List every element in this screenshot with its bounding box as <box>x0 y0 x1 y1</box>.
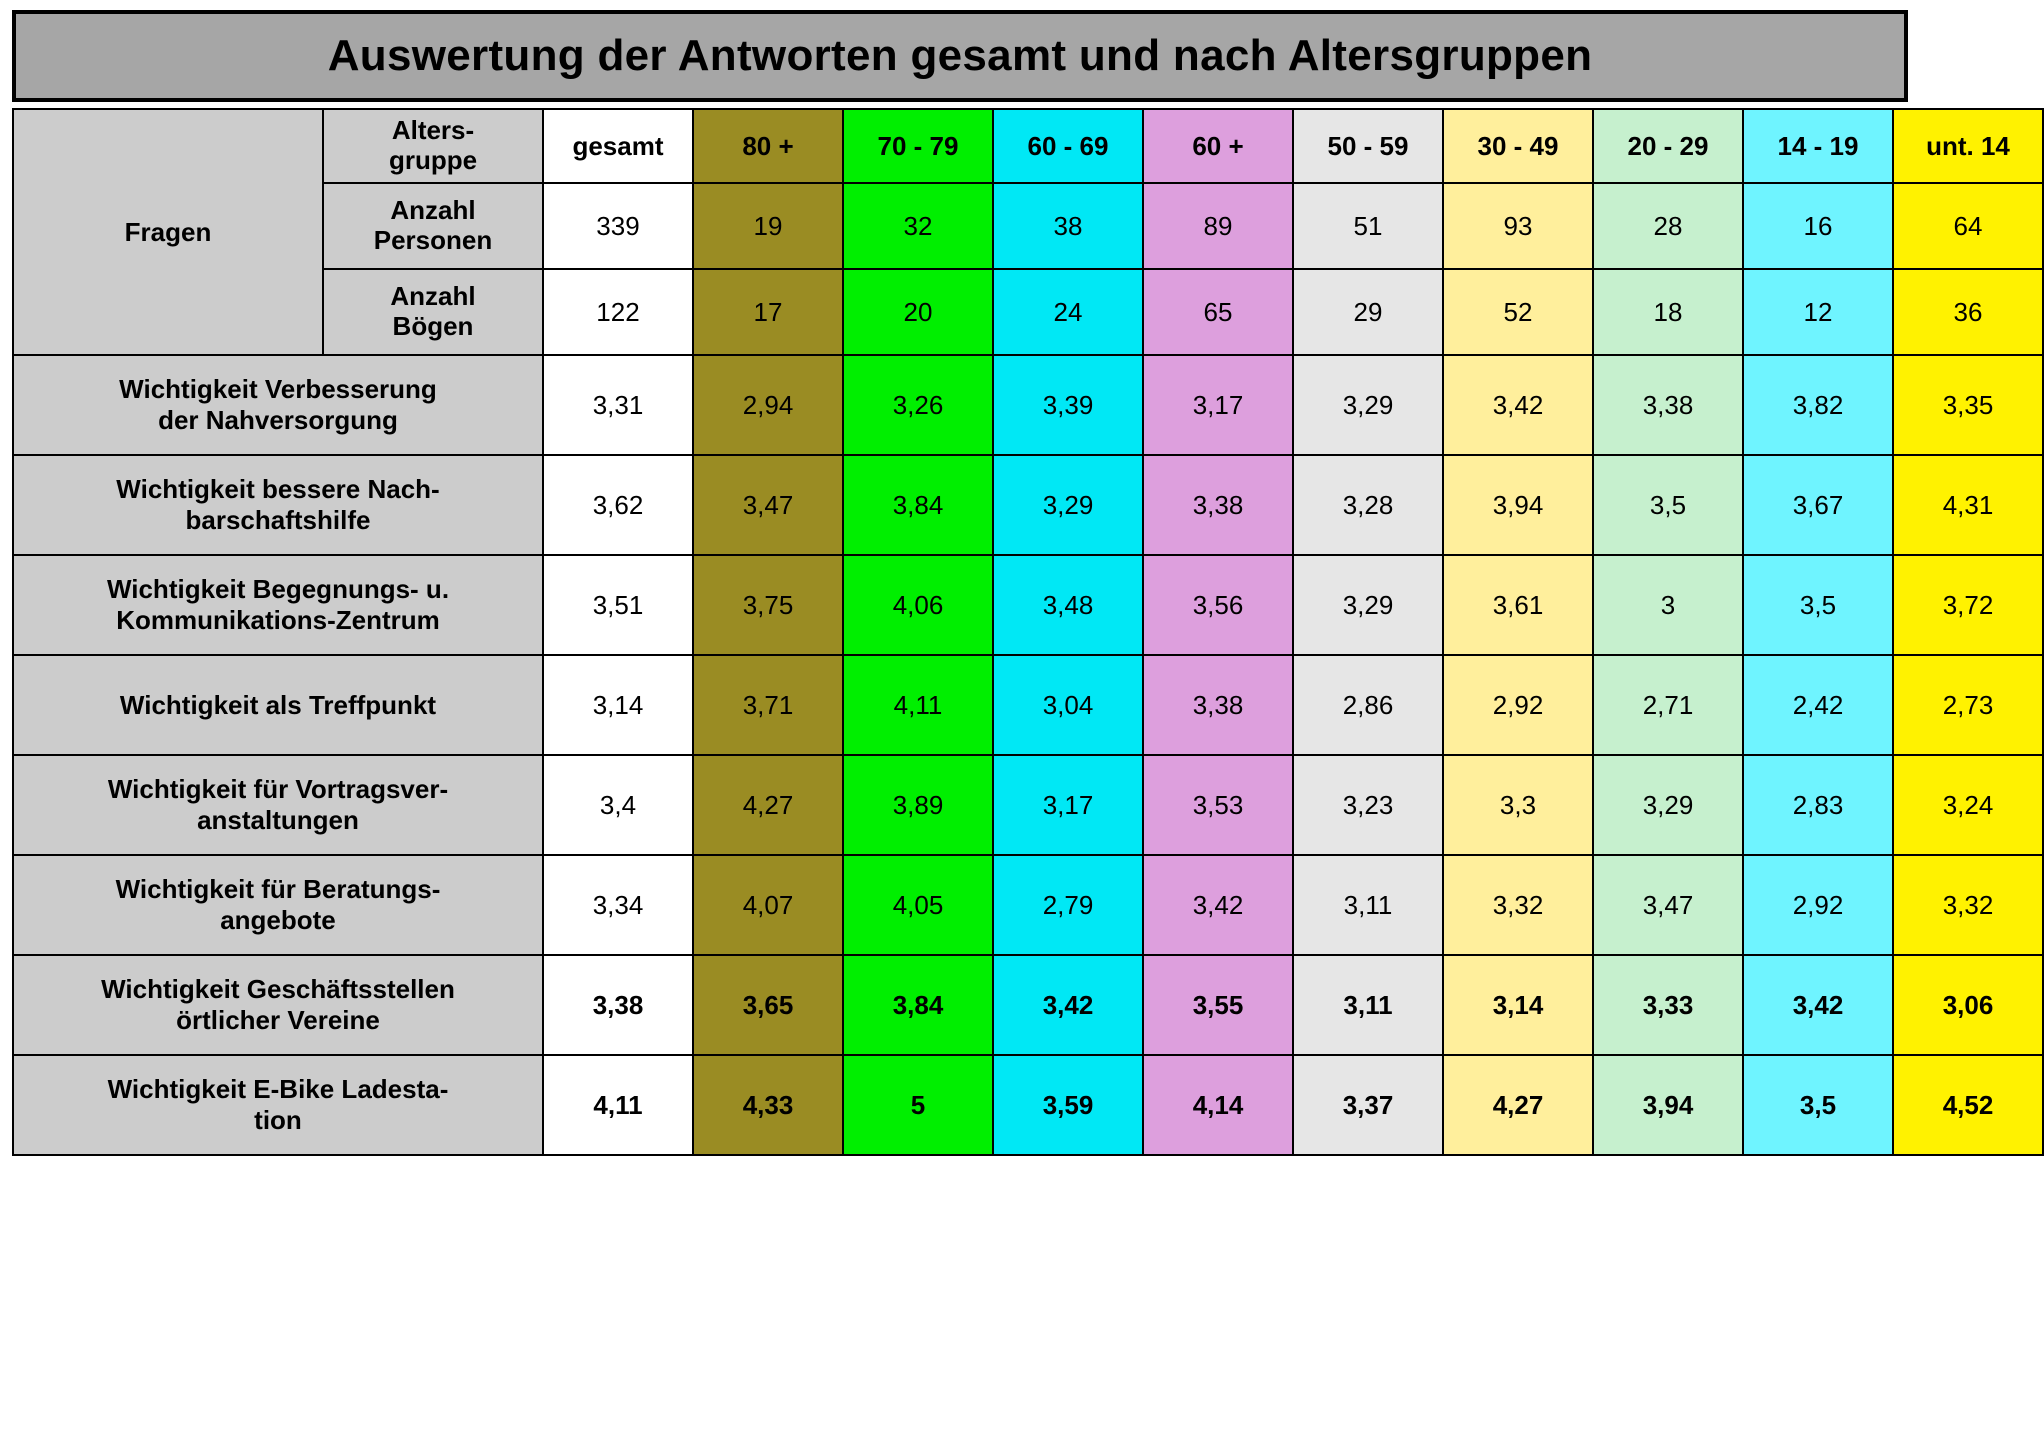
value-cell-r5-c6: 3,32 <box>1443 855 1593 955</box>
value-cell-r7-c3: 3,59 <box>993 1055 1143 1155</box>
column-header-4: 60 + <box>1143 109 1293 183</box>
value-cell-r3-c6: 2,92 <box>1443 655 1593 755</box>
question-line1: Wichtigkeit Geschäftsstellen <box>101 974 455 1005</box>
value-cell-r6-c7: 3,33 <box>1593 955 1743 1055</box>
value-cell-r4-c7: 3,29 <box>1593 755 1743 855</box>
question-line2: Kommunikations-Zentrum <box>116 605 440 635</box>
value-cell-r3-c0: 3,14 <box>543 655 693 755</box>
count-persons-3: 38 <box>993 183 1143 269</box>
column-header-3: 60 - 69 <box>993 109 1143 183</box>
table-row <box>13 555 2043 655</box>
value-cell-r5-c3: 2,79 <box>993 855 1143 955</box>
count-sheets-9: 36 <box>1893 269 2043 355</box>
value-cell-r3-c5: 2,86 <box>1293 655 1443 755</box>
value-cell-r4-c0: 3,4 <box>543 755 693 855</box>
value-cell-r6-c8: 3,42 <box>1743 955 1893 1055</box>
column-header-0: gesamt <box>543 109 693 183</box>
value-cell-r0-c9: 3,35 <box>1893 355 2043 455</box>
count-sheets-6: 52 <box>1443 269 1593 355</box>
column-header-5: 50 - 59 <box>1293 109 1443 183</box>
question-line2: örtlicher Vereine <box>176 1005 380 1035</box>
table-row <box>13 355 2043 455</box>
anzahl-personen-line1: Anzahl <box>390 195 476 226</box>
value-cell-r0-c6: 3,42 <box>1443 355 1593 455</box>
question-line1: Wichtigkeit Begegnungs- u. <box>106 574 450 605</box>
value-cell-r6-c2: 3,84 <box>843 955 993 1055</box>
value-cell-r7-c5: 3,37 <box>1293 1055 1443 1155</box>
value-cell-r1-c4: 3,38 <box>1143 455 1293 555</box>
value-cell-r7-c0: 4,11 <box>543 1055 693 1155</box>
value-cell-r7-c9: 4,52 <box>1893 1055 2043 1155</box>
value-cell-r2-c5: 3,29 <box>1293 555 1443 655</box>
question-line1: Wichtigkeit Verbesserung <box>119 374 437 405</box>
value-cell-r3-c8: 2,42 <box>1743 655 1893 755</box>
value-cell-r6-c9: 3,06 <box>1893 955 2043 1055</box>
count-persons-8: 16 <box>1743 183 1893 269</box>
value-cell-r7-c6: 4,27 <box>1443 1055 1593 1155</box>
value-cell-r0-c4: 3,17 <box>1143 355 1293 455</box>
count-sheets-0: 122 <box>543 269 693 355</box>
table-row <box>13 855 2043 955</box>
anzahl-boegen-line2: Bögen <box>392 311 474 341</box>
count-sheets-2: 20 <box>843 269 993 355</box>
value-cell-r4-c2: 3,89 <box>843 755 993 855</box>
value-cell-r0-c3: 3,39 <box>993 355 1143 455</box>
value-cell-r3-c7: 2,71 <box>1593 655 1743 755</box>
value-cell-r5-c9: 3,32 <box>1893 855 2043 955</box>
page-title: Auswertung der Antworten gesamt und nach Altersgruppen <box>327 31 1593 80</box>
value-cell-r5-c5: 3,11 <box>1293 855 1443 955</box>
value-cell-r4-c5: 3,23 <box>1293 755 1443 855</box>
value-cell-r3-c2: 4,11 <box>843 655 993 755</box>
value-cell-r1-c5: 3,28 <box>1293 455 1443 555</box>
table-row <box>13 109 2043 183</box>
column-header-7: 20 - 29 <box>1593 109 1743 183</box>
value-cell-r6-c0: 3,38 <box>543 955 693 1055</box>
count-sheets-1: 17 <box>693 269 843 355</box>
question-label-0 <box>13 355 543 455</box>
value-cell-r5-c4: 3,42 <box>1143 855 1293 955</box>
value-cell-r1-c7: 3,5 <box>1593 455 1743 555</box>
value-cell-r3-c4: 3,38 <box>1143 655 1293 755</box>
value-cell-r4-c6: 3,3 <box>1443 755 1593 855</box>
value-cell-r5-c7: 3,47 <box>1593 855 1743 955</box>
count-persons-0: 339 <box>543 183 693 269</box>
question-line2: der Nahversorgung <box>158 405 398 435</box>
count-sheets-4: 65 <box>1143 269 1293 355</box>
value-cell-r2-c7: 3 <box>1593 555 1743 655</box>
title-bar <box>12 10 1908 102</box>
count-sheets-5: 29 <box>1293 269 1443 355</box>
table-row <box>13 655 2043 755</box>
value-cell-r6-c3: 3,42 <box>993 955 1143 1055</box>
value-cell-r2-c8: 3,5 <box>1743 555 1893 655</box>
value-cell-r5-c8: 2,92 <box>1743 855 1893 955</box>
question-label-4 <box>13 755 543 855</box>
question-line1: Wichtigkeit für Vortragsver- <box>107 774 449 805</box>
value-cell-r5-c0: 3,34 <box>543 855 693 955</box>
value-cell-r3-c3: 3,04 <box>993 655 1143 755</box>
value-cell-r1-c8: 3,67 <box>1743 455 1893 555</box>
value-cell-r4-c4: 3,53 <box>1143 755 1293 855</box>
value-cell-r2-c1: 3,75 <box>693 555 843 655</box>
value-cell-r1-c9: 4,31 <box>1893 455 2043 555</box>
altersgruppe-line1: Alters- <box>391 115 475 146</box>
value-cell-r0-c8: 3,82 <box>1743 355 1893 455</box>
value-cell-r4-c3: 3,17 <box>993 755 1143 855</box>
value-cell-r7-c1: 4,33 <box>693 1055 843 1155</box>
column-header-8: 14 - 19 <box>1743 109 1893 183</box>
table-row <box>13 755 2043 855</box>
question-label-6 <box>13 955 543 1055</box>
value-cell-r5-c1: 4,07 <box>693 855 843 955</box>
value-cell-r7-c4: 4,14 <box>1143 1055 1293 1155</box>
value-cell-r2-c0: 3,51 <box>543 555 693 655</box>
question-label-2 <box>13 555 543 655</box>
count-persons-6: 93 <box>1443 183 1593 269</box>
count-persons-7: 28 <box>1593 183 1743 269</box>
table-row <box>13 455 2043 555</box>
count-sheets-8: 12 <box>1743 269 1893 355</box>
value-cell-r3-c9: 2,73 <box>1893 655 2043 755</box>
value-cell-r0-c0: 3,31 <box>543 355 693 455</box>
question-line1: Wichtigkeit E-Bike Ladesta- <box>107 1074 449 1105</box>
value-cell-r1-c0: 3,62 <box>543 455 693 555</box>
value-cell-r1-c1: 3,47 <box>693 455 843 555</box>
column-header-2: 70 - 79 <box>843 109 993 183</box>
count-sheets-7: 18 <box>1593 269 1743 355</box>
value-cell-r0-c1: 2,94 <box>693 355 843 455</box>
question-line2: anstaltungen <box>197 805 359 835</box>
value-cell-r1-c3: 3,29 <box>993 455 1143 555</box>
value-cell-r4-c8: 2,83 <box>1743 755 1893 855</box>
question-line2: tion <box>254 1105 302 1135</box>
anzahl-personen-line2: Personen <box>373 225 493 255</box>
value-cell-r2-c4: 3,56 <box>1143 555 1293 655</box>
count-persons-5: 51 <box>1293 183 1443 269</box>
value-cell-r1-c2: 3,84 <box>843 455 993 555</box>
question-line1: Wichtigkeit als Treffpunkt <box>119 689 437 720</box>
value-cell-r0-c2: 3,26 <box>843 355 993 455</box>
question-label-5 <box>13 855 543 955</box>
value-cell-r6-c4: 3,55 <box>1143 955 1293 1055</box>
value-cell-r7-c2: 5 <box>843 1055 993 1155</box>
count-persons-1: 19 <box>693 183 843 269</box>
column-header-6: 30 - 49 <box>1443 109 1593 183</box>
value-cell-r4-c9: 3,24 <box>1893 755 2043 855</box>
column-header-9: unt. 14 <box>1893 109 2043 183</box>
column-header-1: 80 + <box>693 109 843 183</box>
count-sheets-3: 24 <box>993 269 1143 355</box>
results-table <box>12 108 2044 1156</box>
table-row <box>13 955 2043 1055</box>
value-cell-r2-c6: 3,61 <box>1443 555 1593 655</box>
value-cell-r2-c3: 3,48 <box>993 555 1143 655</box>
question-label-3 <box>13 655 543 755</box>
value-cell-r0-c5: 3,29 <box>1293 355 1443 455</box>
row-header-anzahl-boegen <box>323 269 543 355</box>
value-cell-r4-c1: 4,27 <box>693 755 843 855</box>
altersgruppe-line2: gruppe <box>388 145 478 175</box>
value-cell-r2-c9: 3,72 <box>1893 555 2043 655</box>
value-cell-r3-c1: 3,71 <box>693 655 843 755</box>
value-cell-r6-c5: 3,11 <box>1293 955 1443 1055</box>
question-label-7 <box>13 1055 543 1155</box>
row-header-anzahl-personen <box>323 183 543 269</box>
value-cell-r1-c6: 3,94 <box>1443 455 1593 555</box>
table-row <box>13 1055 2043 1155</box>
row-header-altersgruppe <box>323 109 543 183</box>
value-cell-r7-c7: 3,94 <box>1593 1055 1743 1155</box>
anzahl-boegen-line1: Anzahl <box>390 281 476 312</box>
value-cell-r6-c1: 3,65 <box>693 955 843 1055</box>
question-line1: Wichtigkeit für Beratungs- <box>115 874 441 905</box>
count-persons-4: 89 <box>1143 183 1293 269</box>
question-line2: angebote <box>220 905 336 935</box>
corner-label-fragen: Fragen <box>13 109 323 355</box>
value-cell-r0-c7: 3,38 <box>1593 355 1743 455</box>
count-persons-2: 32 <box>843 183 993 269</box>
value-cell-r6-c6: 3,14 <box>1443 955 1593 1055</box>
value-cell-r2-c2: 4,06 <box>843 555 993 655</box>
question-label-1 <box>13 455 543 555</box>
value-cell-r5-c2: 4,05 <box>843 855 993 955</box>
question-line2: barschaftshilfe <box>185 505 371 535</box>
value-cell-r7-c8: 3,5 <box>1743 1055 1893 1155</box>
question-line1: Wichtigkeit bessere Nach- <box>116 474 440 505</box>
count-persons-9: 64 <box>1893 183 2043 269</box>
